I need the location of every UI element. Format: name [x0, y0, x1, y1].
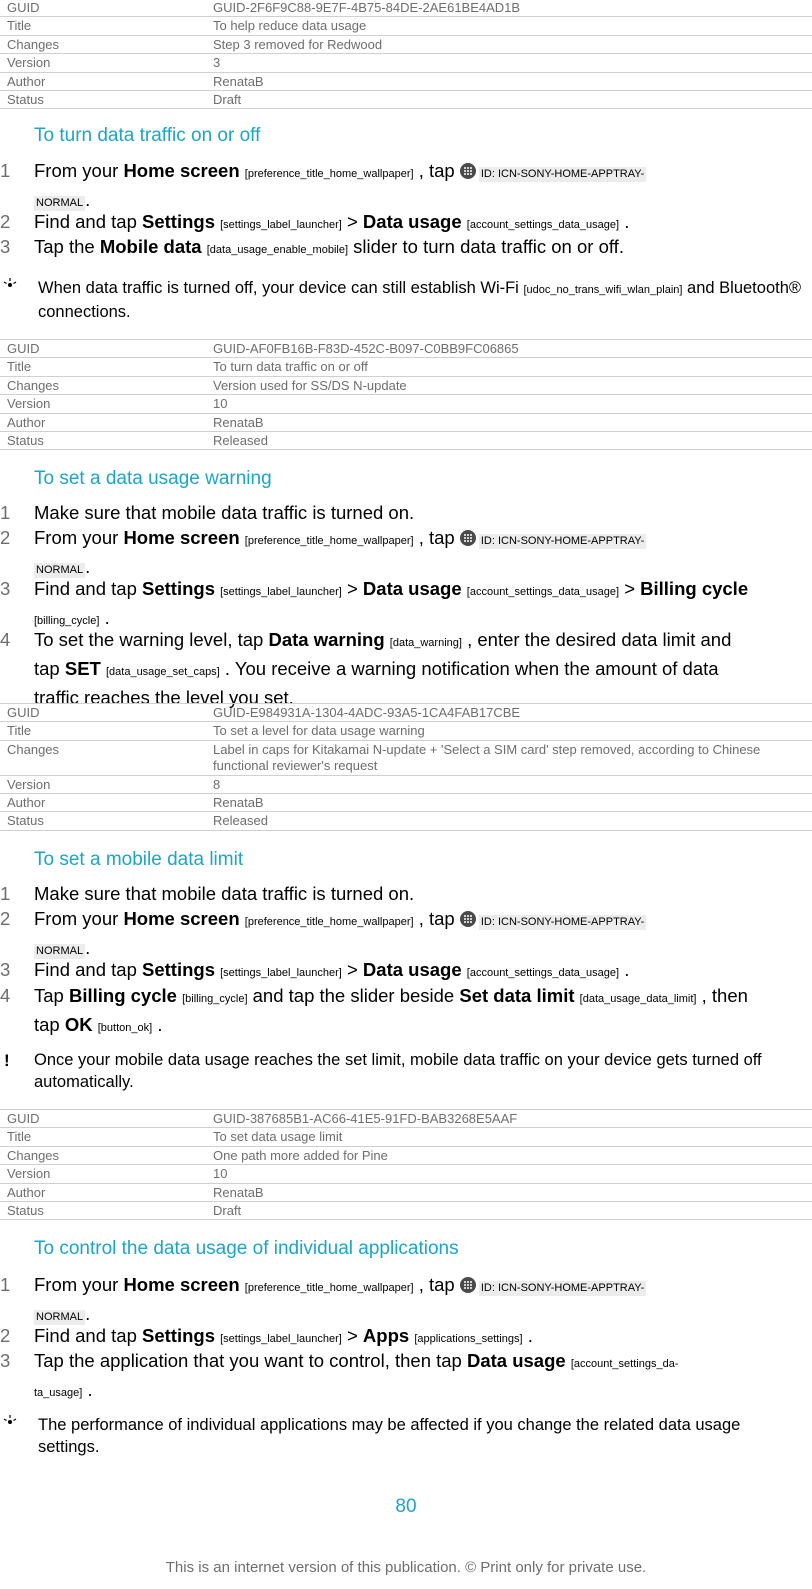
icon-id: ID: ICN-SONY-HOME-APPTRAY-: [480, 168, 645, 180]
section-heading: To set a data usage warning: [34, 468, 272, 489]
home-screen-label: Home screen: [123, 527, 240, 548]
meta-value: Step 3 removed for Redwood: [205, 35, 812, 53]
meta-label: GUID: [0, 0, 205, 17]
app-tray-icon: [460, 530, 476, 546]
data-warning-label: Data warning: [268, 629, 385, 650]
data-usage-label: Data usage: [362, 578, 462, 599]
icon-id: NORMAL: [36, 197, 84, 209]
home-screen-label: Home screen: [123, 1274, 240, 1295]
section-heading: To set a mobile data limit: [34, 849, 244, 870]
data-usage-label: Data usage: [362, 211, 462, 232]
meta-value: RenataB: [205, 72, 812, 90]
step-number: 3: [0, 959, 11, 980]
section-heading: To control the data usage of individual applications: [34, 1238, 459, 1259]
app-tray-icon: [460, 911, 476, 927]
meta-label: Title: [0, 17, 205, 35]
lightbulb-icon: [3, 277, 17, 291]
apps-label: Apps: [362, 1325, 410, 1346]
step-number: 4: [0, 985, 11, 1006]
mobile-data-label: Mobile data: [99, 236, 202, 257]
data-usage-label: Data usage: [362, 959, 462, 980]
home-screen-label: Home screen: [123, 908, 240, 929]
settings-label: Settings: [142, 1325, 215, 1346]
meta-table: GUID GUID-387685B1-AC66-41E5-91FD-BAB3268E5AAF Title To set data usage limit Changes One path more added for Pine Version 10 Author RenataB Status Draft: [0, 1109, 812, 1220]
data-usage-label: Data usage: [466, 1350, 566, 1371]
page-footer: This is an internet version of this publication. © Print only for private use.: [165, 1559, 647, 1576]
meta-label: Version: [0, 54, 205, 72]
step-number: 1: [0, 502, 11, 523]
step-number: 4: [0, 629, 11, 650]
step-number: 2: [0, 1325, 11, 1346]
section-heading: To turn data traffic on or off: [34, 125, 261, 146]
meta-table: GUID GUID-AF0FB16B-F83D-452C-B097-C0BB9FC06865 Title To turn data traffic on or off Changes Version used for SS/DS N-update Version 10 Author RenataB Status Released: [0, 339, 812, 450]
step-number: 2: [0, 211, 11, 232]
meta-table: [0, 0, 812, 109]
meta-value: 3: [205, 54, 812, 72]
meta-value: To help reduce data usage: [205, 17, 812, 35]
lightbulb-icon: [3, 1414, 17, 1428]
set-label: SET: [64, 658, 101, 679]
ok-label: OK: [64, 1014, 93, 1035]
billing-cycle-label: Billing cycle: [68, 985, 177, 1006]
step-number: 2: [0, 527, 11, 548]
meta-label: Changes: [0, 35, 205, 53]
home-screen-label: Home screen: [123, 160, 240, 181]
step-number: 3: [0, 236, 11, 257]
step-number: 2: [0, 908, 11, 929]
set-data-limit-label: Set data limit: [459, 985, 575, 1006]
step-number: 1: [0, 160, 11, 181]
step-number: 1: [0, 883, 11, 904]
meta-value: GUID-2F6F9C88-9E7F-4B75-84DE-2AE61BE4AD1B: [205, 0, 812, 17]
step-number: 1: [0, 1274, 11, 1295]
step-number: 3: [0, 1350, 11, 1371]
settings-label: Settings: [142, 211, 215, 232]
step-number: 3: [0, 578, 11, 599]
exclamation-icon: !: [4, 1051, 10, 1070]
settings-label: Settings: [142, 578, 215, 599]
meta-label: Author: [0, 72, 205, 90]
billing-cycle-label: Billing cycle: [640, 578, 749, 599]
app-tray-icon: [460, 163, 476, 179]
meta-table: GUID GUID-E984931A-1304-4ADC-93A5-1CA4FAB17CBE Title To set a level for data usage warning Changes Label in caps for Kitakamai N-update + 'Select a SIM card' step removed, according to Chinese functional reviewer's request Version 8 Author RenataB Status Released: [0, 703, 812, 831]
settings-label: Settings: [142, 959, 215, 980]
page-number: 80: [395, 1496, 417, 1517]
meta-label: Status: [0, 91, 205, 109]
app-tray-icon: [460, 1277, 476, 1293]
meta-value: Draft: [205, 91, 812, 109]
